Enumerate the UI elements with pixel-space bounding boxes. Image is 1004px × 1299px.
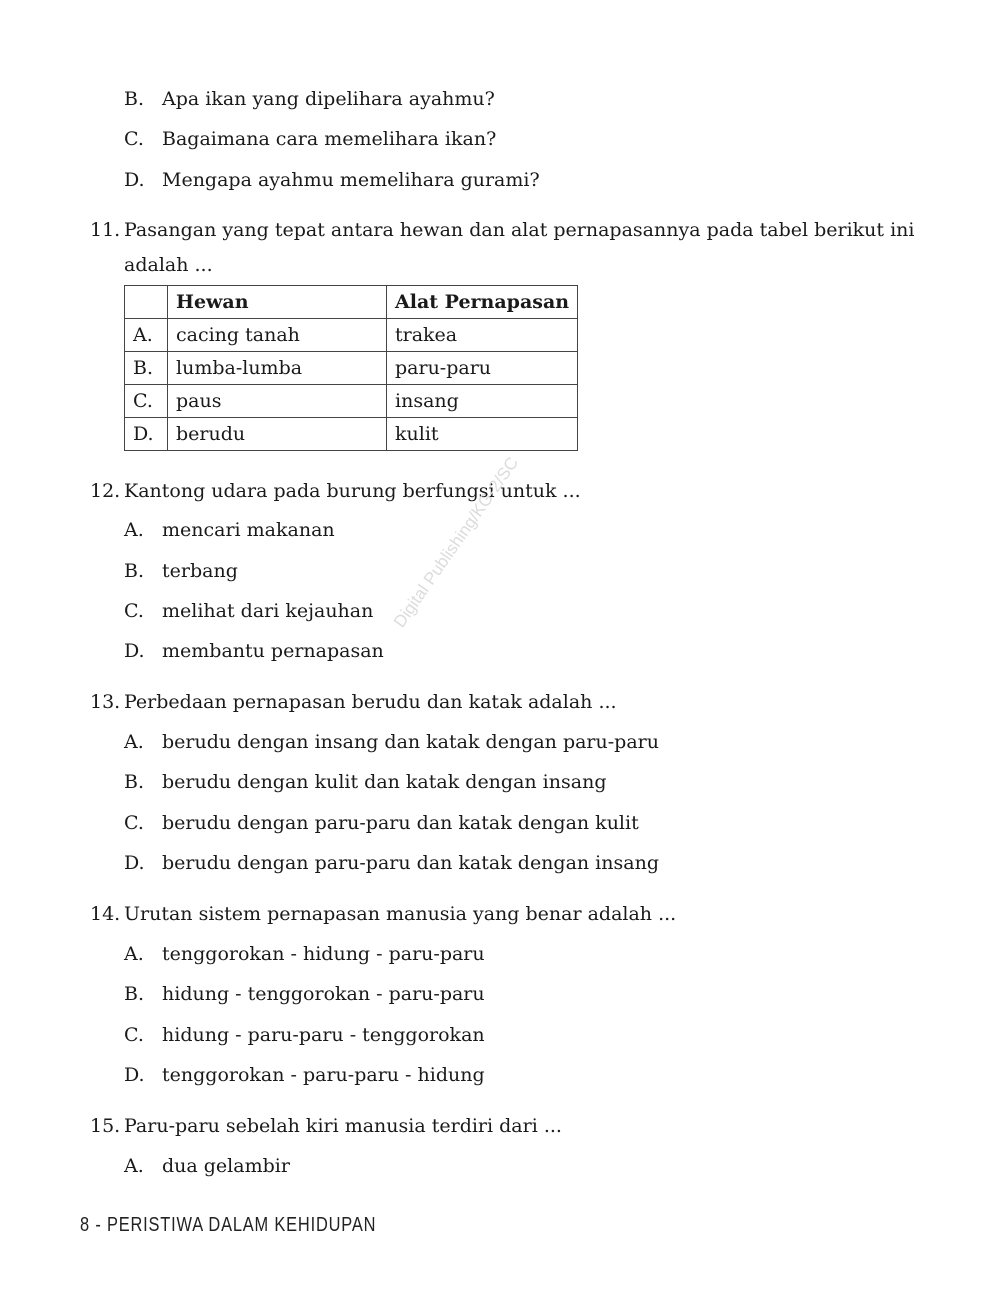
- option-letter: A.: [124, 731, 144, 753]
- option-letter: D.: [124, 640, 145, 662]
- table-cell: lumba-lumba: [168, 352, 387, 385]
- question-number: 13.: [90, 691, 121, 713]
- question-number: 15.: [90, 1115, 121, 1137]
- table-cell: insang: [387, 385, 578, 418]
- table-header-cell: Hewan: [168, 286, 387, 319]
- option-text: Mengapa ayahmu memelihara gurami?: [162, 169, 540, 191]
- option-letter: A.: [124, 519, 144, 541]
- option-letter: C.: [124, 1024, 144, 1046]
- option-text: Apa ikan yang dipelihara ayahmu?: [162, 88, 495, 110]
- option-letter: B.: [124, 88, 145, 110]
- question-text-continued: adalah ...: [124, 254, 213, 276]
- table-row: [125, 319, 578, 352]
- question-number: 11.: [90, 219, 121, 241]
- option-text: Bagaimana cara memelihara ikan?: [162, 128, 497, 150]
- option-letter: C.: [124, 812, 144, 834]
- table-header-cell: Alat Pernapasan: [387, 286, 578, 319]
- watermark: Digital Publishing/KG-2/SC: [390, 453, 523, 631]
- option-text: berudu dengan paru-paru dan katak dengan insang: [162, 852, 659, 874]
- option-letter: C.: [124, 128, 144, 150]
- option-text: melihat dari kejauhan: [162, 600, 374, 622]
- table-header-row: [125, 286, 578, 319]
- table-cell: A.: [125, 319, 168, 352]
- option-text: hidung - paru-paru - tenggorokan: [162, 1024, 485, 1046]
- question-text: Paru-paru sebelah kiri manusia terdiri dari ...: [124, 1115, 562, 1137]
- option-letter: D.: [124, 852, 145, 874]
- table-cell: kulit: [387, 418, 578, 451]
- table-row: [125, 418, 578, 451]
- question-text: Urutan sistem pernapasan manusia yang benar adalah ...: [124, 903, 677, 925]
- option-text: berudu dengan paru-paru dan katak dengan kulit: [162, 812, 639, 834]
- option-letter: A.: [124, 943, 144, 965]
- answer-table: [124, 285, 578, 451]
- option-letter: B.: [124, 983, 145, 1005]
- table-cell: paru-paru: [387, 352, 578, 385]
- option-text: tenggorokan - hidung - paru-paru: [162, 943, 485, 965]
- table-cell: trakea: [387, 319, 578, 352]
- option-text: tenggorokan - paru-paru - hidung: [162, 1064, 485, 1086]
- table-row: [125, 352, 578, 385]
- option-letter: C.: [124, 600, 144, 622]
- question-number: 12.: [90, 480, 121, 502]
- table-cell: B.: [125, 352, 168, 385]
- question-number: 14.: [90, 903, 121, 925]
- table-cell: berudu: [168, 418, 387, 451]
- option-letter: D.: [124, 1064, 145, 1086]
- option-letter: B.: [124, 771, 145, 793]
- option-text: mencari makanan: [162, 519, 335, 541]
- option-text: hidung - tenggorokan - paru-paru: [162, 983, 485, 1005]
- table-cell: C.: [125, 385, 168, 418]
- option-text: dua gelambir: [162, 1155, 290, 1177]
- question-text: Pasangan yang tepat antara hewan dan alat pernapasannya pada tabel berikut ini: [124, 219, 915, 241]
- question-text: Perbedaan pernapasan berudu dan katak adalah ...: [124, 691, 617, 713]
- table-row: [125, 385, 578, 418]
- table-header-cell: [125, 286, 168, 319]
- option-text: terbang: [162, 560, 238, 582]
- option-letter: D.: [124, 169, 145, 191]
- table-cell: cacing tanah: [168, 319, 387, 352]
- option-letter: B.: [124, 560, 145, 582]
- option-text: berudu dengan kulit dan katak dengan insang: [162, 771, 607, 793]
- option-letter: A.: [124, 1155, 144, 1177]
- question-text: Kantong udara pada burung berfungsi untuk ...: [124, 480, 581, 502]
- table-cell: paus: [168, 385, 387, 418]
- option-text: berudu dengan insang dan katak dengan paru-paru: [162, 731, 659, 753]
- table-cell: D.: [125, 418, 168, 451]
- option-text: membantu pernapasan: [162, 640, 384, 662]
- page-footer: 8 - PERISTIWA DALAM KEHIDUPAN: [80, 1214, 377, 1236]
